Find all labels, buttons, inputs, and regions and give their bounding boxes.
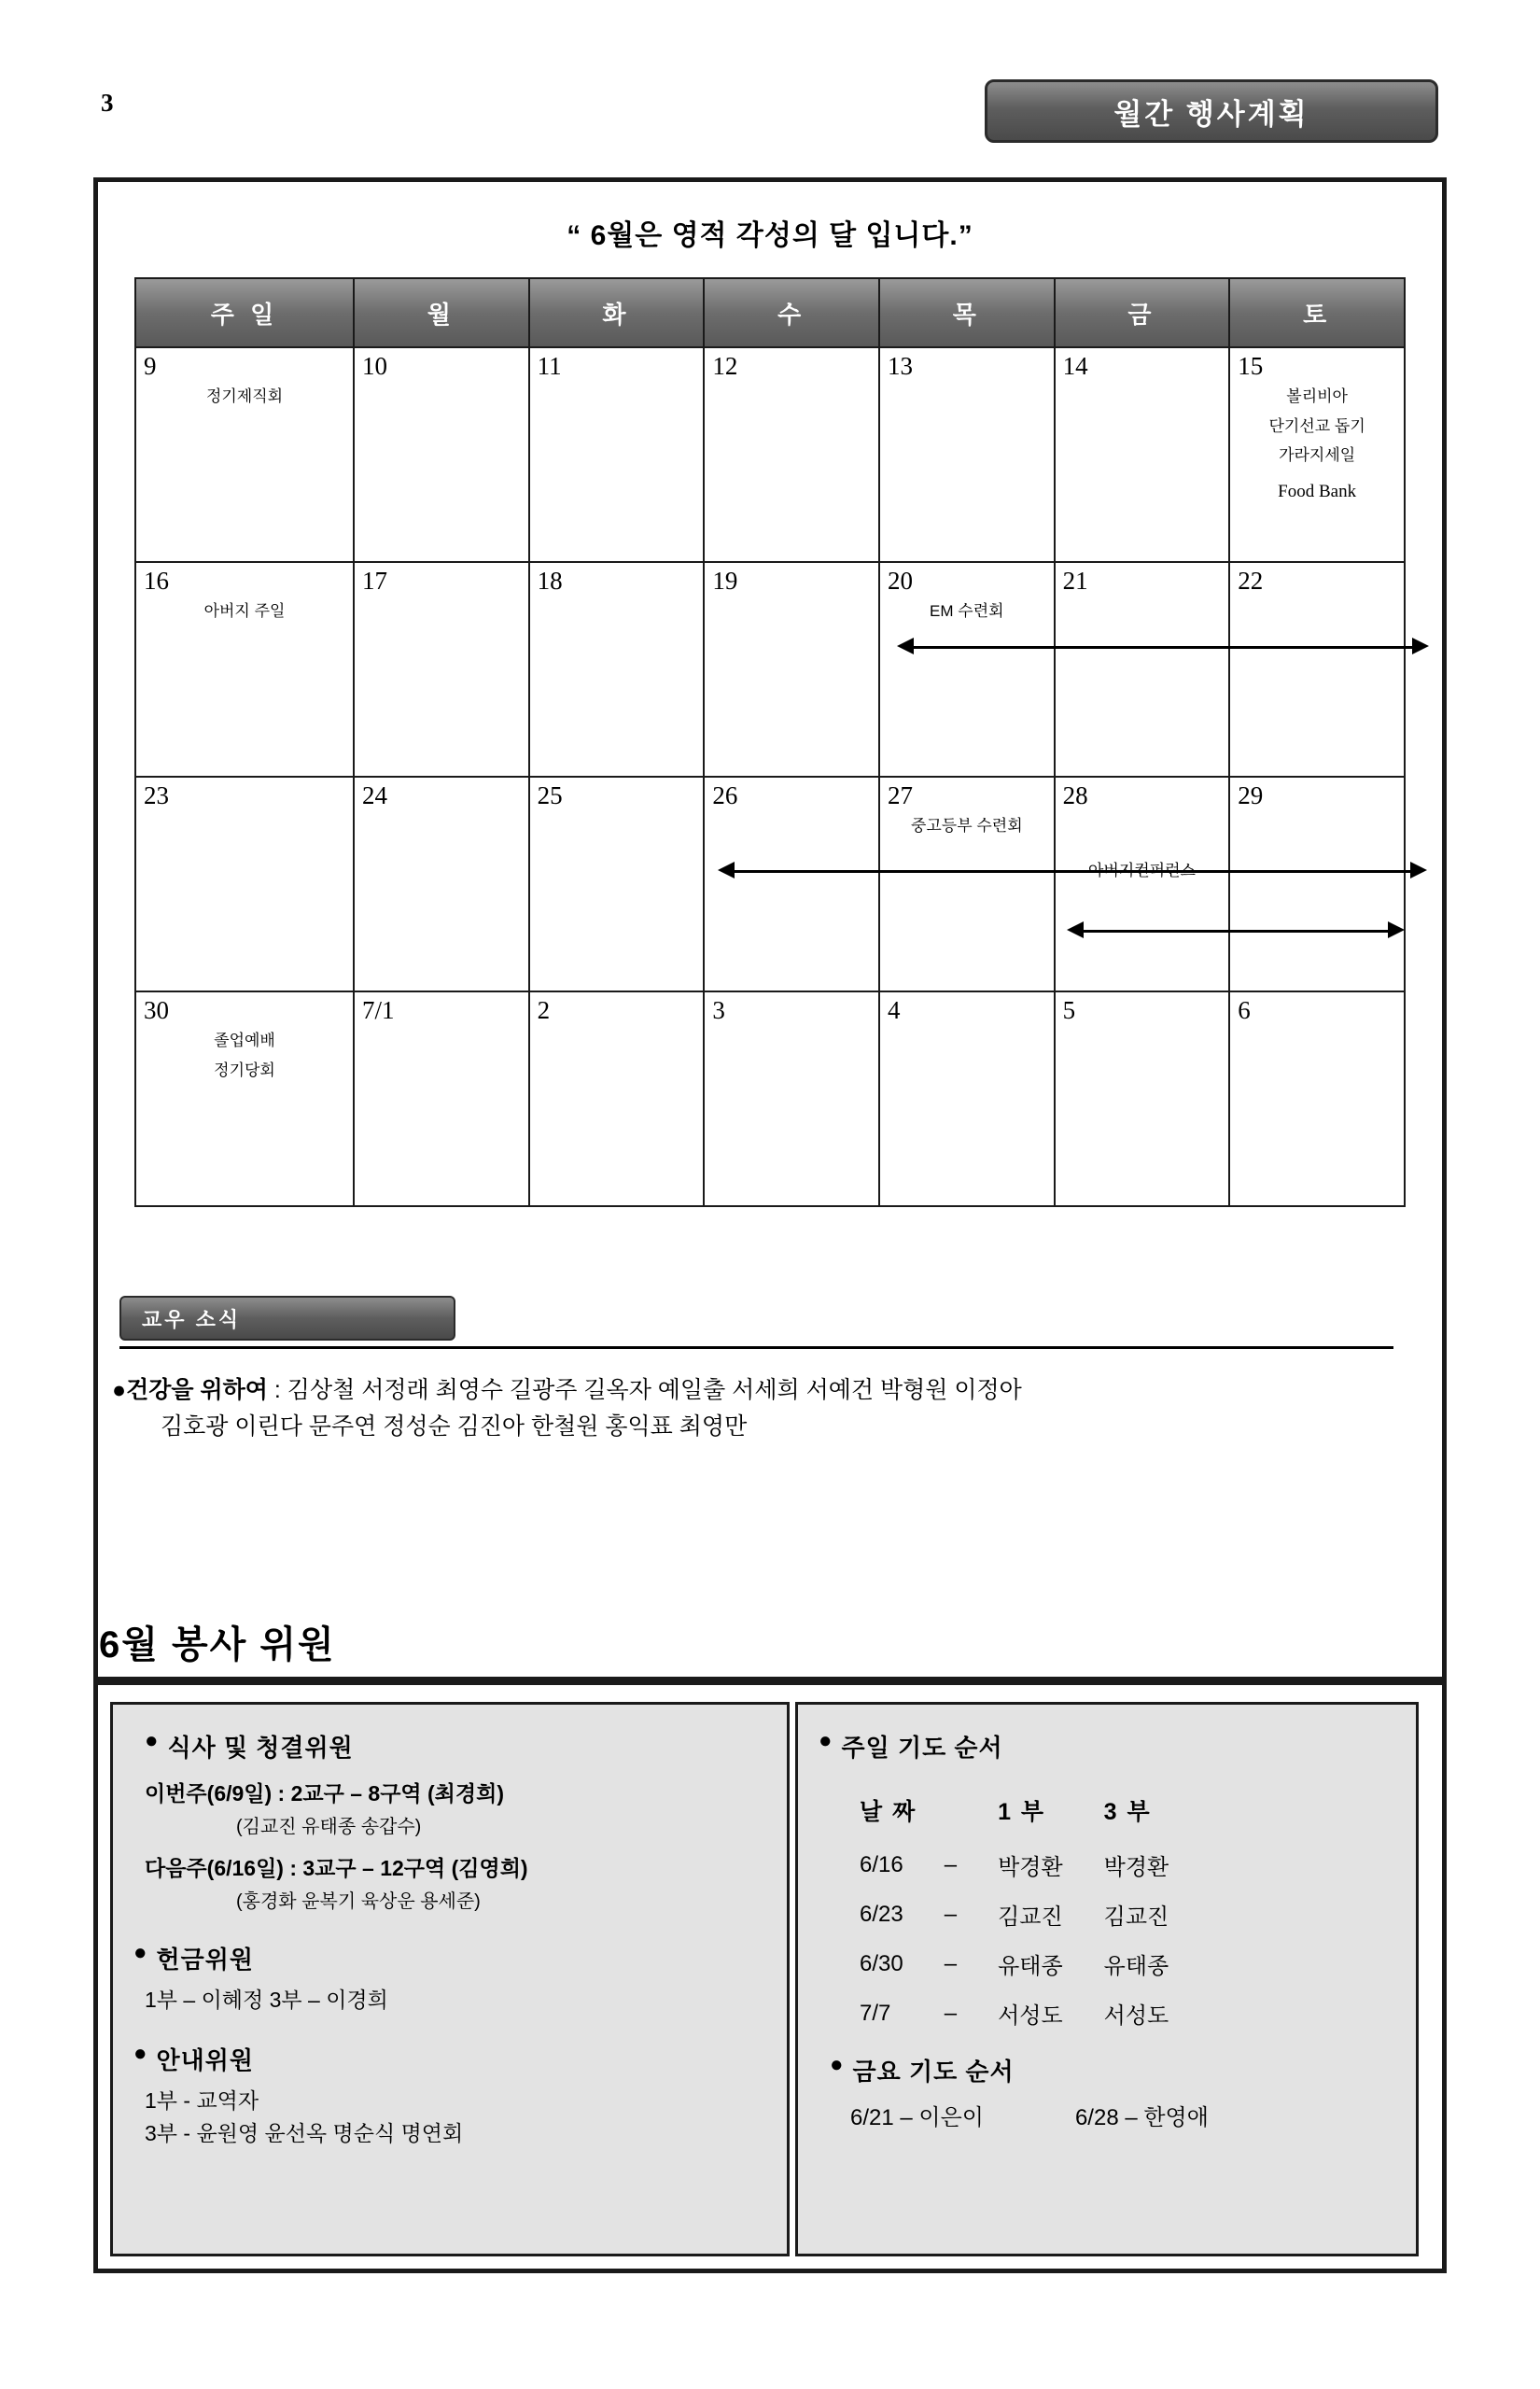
news-names-2: 김호광 이린다 문주연 정성순 김진아 한철원 홍익표 최영만	[161, 1412, 748, 1440]
day-event: 볼리비아	[1286, 387, 1348, 405]
calendar-cell[interactable]	[1229, 347, 1405, 562]
calendar-week-row	[135, 347, 1405, 562]
prayer-date: 7/7	[860, 2000, 891, 2026]
usher-line-1: 1부 - 교역자	[145, 2088, 259, 2113]
news-divider	[119, 1346, 1393, 1349]
day-number: 28	[1062, 781, 1088, 809]
day-event: 정기당회	[214, 1061, 275, 1079]
offering-heading-row	[133, 1941, 787, 1975]
calendar-cell[interactable]	[879, 777, 1055, 991]
day-number: 27	[887, 781, 913, 809]
calendar-cell[interactable]	[704, 991, 879, 1206]
day-number: 19	[712, 567, 738, 595]
day-number: 17	[362, 567, 387, 595]
prayer-date: 6/23	[860, 1901, 903, 1927]
calendar-cell[interactable]	[354, 991, 529, 1206]
day-number: 18	[537, 567, 563, 595]
arrow-head-left-icon	[1067, 921, 1084, 938]
bullet-icon: ●	[133, 2041, 147, 2066]
calendar-cell[interactable]	[879, 991, 1055, 1206]
monthly-calendar	[134, 277, 1406, 1207]
prayer-dash: –	[944, 1950, 958, 1976]
weekday-header-mon: 월	[354, 278, 529, 347]
day-event: 아버지 주일	[203, 602, 286, 620]
prayer-date: 6/30	[860, 1950, 903, 1976]
meal-next-week: 다음주(6/16일) : 3교구 – 12구역 (김영희)	[145, 1856, 528, 1880]
arrow-head-left-icon	[897, 638, 914, 654]
day-event: 아버지컨퍼런스	[1087, 862, 1196, 879]
page-title: 월간 행사계획	[1113, 97, 1309, 131]
calendar-week-row	[135, 991, 1405, 1206]
prayer-col-date: 날 짜	[860, 1799, 917, 1825]
day-number: 30	[144, 996, 169, 1024]
day-event: Food Bank	[1278, 481, 1357, 501]
prayer-third: 서성도	[1103, 2003, 1169, 2029]
day-event: 졸업예배	[214, 1032, 275, 1049]
usher-heading-row	[133, 2042, 787, 2076]
calendar-cell[interactable]	[1055, 991, 1230, 1206]
page-number: 3	[101, 89, 114, 117]
calendar-cell[interactable]	[354, 777, 529, 991]
friday-item: 6/21 – 이은이	[850, 2105, 984, 2130]
friday-item: 6/28 – 한영애	[1074, 2105, 1209, 2130]
serve-section-title: 6월 봉사 위원	[99, 1624, 336, 1665]
bullet-icon: ●	[133, 1940, 147, 1965]
friday-prayer-block	[830, 2053, 1416, 2087]
weekday-header-sat: 토	[1229, 278, 1405, 347]
weekday-header-sun: 주 일	[135, 278, 354, 347]
table-row	[850, 1939, 1200, 1988]
day-number: 5	[1062, 996, 1076, 1024]
meal-next-week-sub: (홍경화 윤복기 육상운 용세준)	[236, 1891, 481, 1912]
day-number: 14	[1062, 352, 1088, 380]
day-event: 중고등부 수련회	[910, 817, 1023, 835]
usher-line-2: 3부 - 윤원영 윤선옥 명순식 명연회	[145, 2121, 464, 2145]
sunday-prayer-table	[850, 1784, 1200, 2038]
news-bullet-icon: ●	[112, 1377, 127, 1403]
day-number: 16	[144, 567, 169, 595]
offering-line: 1부 – 이혜정 3부 – 이경희	[145, 1988, 388, 2012]
day-number: 29	[1238, 781, 1264, 809]
calendar-cell[interactable]	[135, 347, 354, 562]
prayer-first: 유태종	[998, 1954, 1063, 1979]
day-number: 12	[712, 352, 738, 380]
calendar-cell[interactable]	[354, 347, 529, 562]
prayer-third: 박경환	[1103, 1855, 1169, 1880]
sunday-heading-row	[819, 1729, 1416, 1764]
calendar-cell[interactable]	[704, 347, 879, 562]
day-number: 13	[887, 352, 913, 380]
calendar-cell[interactable]	[529, 991, 705, 1206]
offering-block	[113, 1913, 787, 1975]
day-number: 23	[144, 781, 169, 809]
weekday-header-tue: 화	[529, 278, 705, 347]
offering-heading: 헌금위원	[156, 1946, 254, 1974]
day-number: 6	[1238, 996, 1251, 1024]
day-number: 25	[537, 781, 563, 809]
calendar-cell[interactable]	[704, 562, 879, 777]
calendar-cell[interactable]	[135, 777, 354, 991]
bullet-icon: ●	[145, 1728, 159, 1753]
news-section-plate	[119, 1296, 455, 1341]
prayer-third: 김교진	[1103, 1904, 1169, 1930]
calendar-cell[interactable]	[1055, 562, 1230, 777]
calendar-cell[interactable]	[1229, 991, 1405, 1206]
calendar-week-row	[135, 777, 1405, 991]
weekday-header-wed: 수	[704, 278, 879, 347]
news-names-1: : 김상철 서정래 최영수 길광주 길옥자 예일출 서세희 서예건 박형원 이정아	[267, 1377, 1022, 1403]
weekday-header-fri: 금	[1055, 278, 1230, 347]
sunday-prayer-heading: 주일 기도 순서	[841, 1734, 1003, 1762]
day-number: 24	[362, 781, 387, 809]
prayer-third: 유태종	[1103, 1954, 1169, 1979]
prayer-first: 박경환	[998, 1855, 1063, 1880]
table-row	[850, 1988, 1200, 2038]
prayer-col-third: 3 부	[1103, 1799, 1152, 1825]
prayer-first: 서성도	[998, 2003, 1063, 2029]
day-number: 20	[887, 567, 913, 595]
prayer-dash: –	[944, 1851, 958, 1877]
usher-heading: 안내위원	[156, 2046, 254, 2074]
arrow-head-right-icon	[1410, 862, 1427, 878]
prayer-header-row	[850, 1784, 1200, 1840]
arrow-head-left-icon	[718, 862, 735, 878]
day-event: EM 수련회	[930, 602, 1004, 620]
day-number: 3	[712, 996, 725, 1024]
calendar-cell[interactable]	[529, 347, 705, 562]
prayer-dash: –	[944, 2000, 958, 2026]
serve-divider	[93, 1677, 1447, 1685]
day-number: 26	[712, 781, 738, 809]
table-row	[850, 1890, 1200, 1939]
calendar-cell[interactable]	[529, 562, 705, 777]
serve-left-box	[110, 1702, 790, 2256]
calendar-cell[interactable]	[1229, 562, 1405, 777]
day-event: 가라지세일	[1279, 446, 1356, 464]
bullet-icon: ●	[819, 1728, 833, 1753]
serve-right-box	[795, 1702, 1419, 2256]
day-number: 2	[537, 996, 551, 1024]
arrow-head-right-icon	[1412, 638, 1429, 654]
calendar-cell[interactable]	[135, 991, 354, 1206]
serve-columns	[93, 1685, 1447, 2273]
day-number: 15	[1238, 352, 1264, 380]
calendar-cell[interactable]	[529, 777, 705, 991]
calendar-week-row	[135, 562, 1405, 777]
prayer-dash: –	[944, 1901, 958, 1927]
table-row	[850, 1840, 1200, 1890]
day-number: 7/1	[362, 996, 395, 1024]
day-event: 정기제직회	[205, 387, 284, 405]
meal-block	[113, 1705, 787, 1764]
calendar-cell[interactable]	[1055, 777, 1230, 991]
page-title-plate	[985, 79, 1438, 143]
day-number: 11	[537, 352, 562, 380]
news-heading: 건강을 위하여	[126, 1377, 268, 1403]
calendar-cell[interactable]	[1055, 347, 1230, 562]
day-event: 단기선교 돕기	[1268, 416, 1365, 435]
prayer-date: 6/16	[860, 1851, 903, 1877]
meal-heading-row	[145, 1729, 787, 1764]
prayer-first: 김교진	[998, 1904, 1063, 1930]
day-number: 21	[1062, 567, 1088, 595]
calendar-cell[interactable]	[354, 562, 529, 777]
friday-heading-row	[830, 2053, 1416, 2087]
day-number: 9	[144, 352, 157, 380]
calendar-cell[interactable]	[1229, 777, 1405, 991]
prayer-col-first: 1 부	[998, 1799, 1046, 1825]
friday-prayer-heading: 금요 기도 순서	[852, 2058, 1015, 2086]
friday-prayer-items	[798, 2099, 1416, 2131]
day-number: 22	[1238, 567, 1264, 595]
weekday-header-thu: 목	[879, 278, 1055, 347]
meal-heading: 식사 및 청결위원	[167, 1734, 354, 1762]
calendar-cell[interactable]	[135, 562, 354, 777]
news-section-label: 교우 소식	[142, 1307, 242, 1331]
monthly-verse: “ 6월은 영적 각성의 달 입니다.”	[567, 220, 973, 251]
calendar-cell[interactable]	[704, 777, 879, 991]
news-line-1	[112, 1372, 1400, 1409]
calendar-header-row	[135, 278, 1405, 347]
bullet-icon: ●	[830, 2052, 844, 2077]
meal-this-week: 이번주(6/9일) : 2교구 – 8구역 (최경희)	[145, 1781, 504, 1806]
day-number: 10	[362, 352, 387, 380]
day-number: 4	[887, 996, 901, 1024]
sunday-prayer-block	[798, 1705, 1416, 1764]
calendar-cell[interactable]	[879, 347, 1055, 562]
calendar-cell[interactable]	[879, 562, 1055, 777]
usher-block	[113, 2014, 787, 2076]
news-body	[112, 1372, 1400, 1445]
meal-this-week-sub: (김교진 유태종 송갑수)	[236, 1817, 422, 1837]
